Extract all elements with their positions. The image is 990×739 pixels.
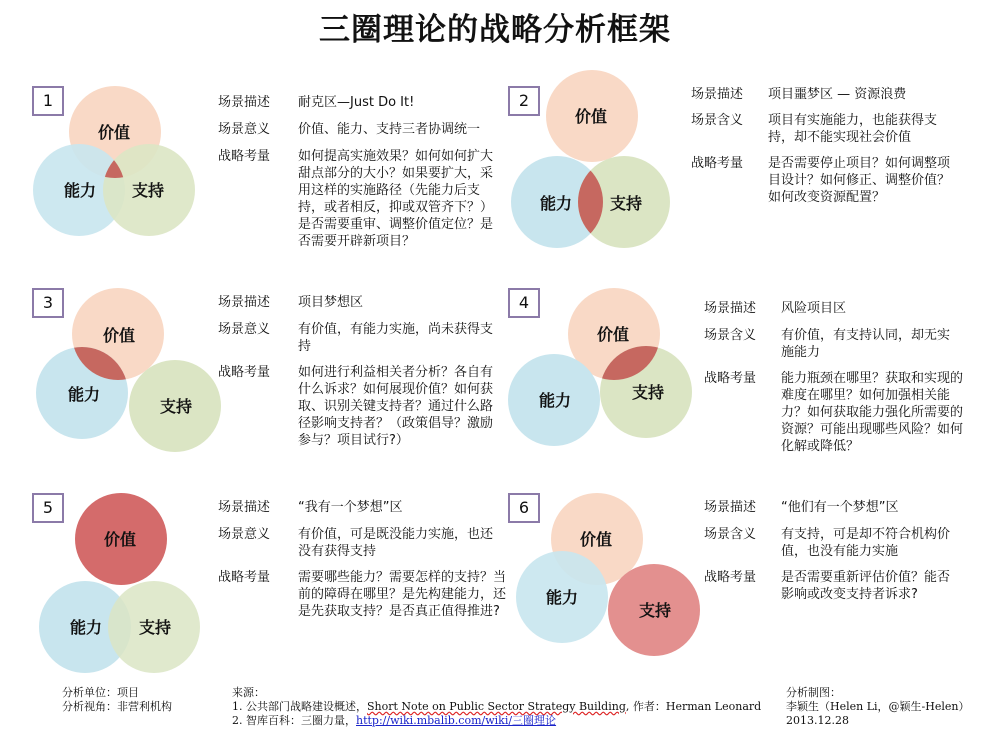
row-label: 场景描述: [704, 500, 757, 515]
venn-diagram: [32, 288, 242, 458]
support-label: 支持: [160, 397, 193, 416]
panel-6: [508, 493, 990, 698]
row-text: 有价值，有支持认同，却无实施能力: [781, 328, 951, 360]
support-label: 支持: [610, 194, 643, 213]
value-label: 价值: [103, 326, 136, 345]
row-label: 战略考量: [218, 570, 271, 585]
source-1-title: Short Note on Public Sector Strategy Building: [367, 700, 626, 713]
row-label: 场景意义: [218, 322, 271, 337]
venn-diagram: [32, 86, 232, 246]
venn-diagram: [32, 493, 232, 683]
row-text: 能力瓶颈在哪里？获取和实现的难度在哪里？如何加强相关能力？如何获取能力强化所需要的资源？可能出现哪些风险？如何化解或降低？: [781, 371, 964, 454]
ability-label: 能力: [546, 588, 579, 607]
row-label: 场景含义: [704, 328, 757, 343]
ability-label: 能力: [64, 181, 97, 200]
source-1: 1. 公共部门战略建设概述，Short Note on Public Sector Strategy Building, 作者：Herman Leonard: [232, 700, 762, 713]
row-label: 战略考量: [704, 371, 757, 386]
venn-diagram: [508, 288, 708, 458]
footer-sources: [232, 686, 761, 728]
support-label: 支持: [632, 383, 665, 402]
panel-number: 4: [508, 288, 540, 318]
value-label: 价值: [575, 107, 608, 126]
page-title: 三圈理论的战略分析框架: [319, 12, 671, 48]
footer-author: [786, 686, 969, 728]
panel-2: [508, 86, 990, 291]
value-label: 价值: [98, 123, 131, 142]
venn-diagram: [508, 493, 708, 678]
support-label: 支持: [132, 181, 165, 200]
source-2: 2. 智库百科：三圈力量，http://wiki.mbalib.com/wiki/三圈理论: [232, 714, 557, 727]
row-label: 场景描述: [691, 87, 744, 102]
row-text: 价值、能力、支持三者协调统一: [298, 122, 481, 137]
row-label: 战略考量: [218, 149, 271, 164]
row-text: 是否需要停止项目？如何调整项目设计？如何修正、调整价值？如何改变资源配置？: [768, 156, 951, 205]
value-label: 价值: [597, 325, 630, 344]
support-label: 支持: [639, 601, 672, 620]
panel-1: [32, 86, 522, 291]
author-name: 李颖生（Helen Li，@颖生-Helen）: [786, 700, 970, 713]
panel-3: [32, 288, 522, 493]
row-label: 战略考量: [704, 570, 757, 585]
panel-number: 5: [32, 493, 64, 523]
row-label: 战略考量: [691, 156, 744, 171]
source-link[interactable]: http://wiki.mbalib.com/wiki/三圈理论: [356, 714, 557, 727]
panel-5: [32, 493, 522, 698]
panel-4: [508, 288, 990, 493]
value-label: 价值: [580, 530, 613, 549]
row-text: 需要哪些能力？需要怎样的支持？当前的障碍在哪里？是先构建能力，还是先获取支持？是否真正值得推进?: [298, 570, 507, 619]
chart-date: 2013.12.28: [786, 714, 849, 727]
row-text: 有价值，可是既没能力实施，也还没有获得支持: [298, 527, 494, 559]
row-label: 场景描述: [218, 500, 271, 515]
row-label: 场景描述: [218, 95, 271, 110]
row-text: “我有一个梦想”区: [298, 500, 403, 515]
ability-label: 能力: [68, 385, 101, 404]
row-text: 有价值，有能力实施，尚未获得支持: [298, 322, 494, 354]
ability-label: 能力: [540, 194, 573, 213]
row-text: 如何进行利益相关者分析？各自有什么诉求？如何展现价值？如何获取、识别关键支持者？通过什么路径影响支持者？（政策倡导？激励参与？项目试行?）: [298, 365, 494, 448]
panel-number: 1: [32, 86, 64, 116]
panel-number: 3: [32, 288, 64, 318]
value-label: 价值: [104, 530, 137, 549]
row-label: 场景含义: [704, 527, 757, 542]
source-label: 来源：: [232, 686, 265, 699]
ability-label: 能力: [70, 618, 103, 637]
venn-diagram: [508, 70, 708, 255]
row-text: 风险项目区: [781, 301, 847, 316]
row-label: 场景意义: [218, 527, 271, 542]
footer-analysis-unit: [62, 686, 172, 714]
row-text: 如何提高实施效果？如何如何扩大甜点部分的大小？如果要扩大，采用这样的实施路径（先能力后支持，或者相反，抑或双管齐下？）是否需要重审、调整价值定位？是否需要开辟新项目？: [298, 149, 494, 249]
row-text: 项目噩梦区 — 资源浪费: [768, 87, 907, 102]
row-label: 场景描述: [218, 295, 271, 310]
support-label: 支持: [139, 618, 172, 637]
row-text: 项目梦想区: [298, 295, 364, 310]
ability-label: 能力: [539, 391, 572, 410]
row-label: 场景意义: [218, 122, 271, 137]
row-label: 战略考量: [218, 365, 271, 380]
row-label: 场景含义: [691, 113, 744, 128]
analysis-perspective: 分析视角：非营利机构: [62, 700, 172, 713]
analysis-unit: 分析单位：项目: [62, 686, 139, 699]
row-text: 有支持，可是却不符合机构价值，也没有能力实施: [781, 527, 951, 559]
panel-number: 2: [508, 86, 540, 116]
row-text: “他们有一个梦想”区: [781, 500, 899, 515]
panel-number: 6: [508, 493, 540, 523]
row-text: 是否需要重新评估价值？能否影响或改变支持者诉求?: [781, 570, 951, 602]
row-label: 场景描述: [704, 301, 757, 316]
author-label: 分析制图：: [786, 686, 841, 699]
row-text: 耐克区—Just Do It!: [298, 95, 415, 110]
row-text: 项目有实施能力，也能获得支持，却不能实现社会价值: [768, 113, 938, 145]
